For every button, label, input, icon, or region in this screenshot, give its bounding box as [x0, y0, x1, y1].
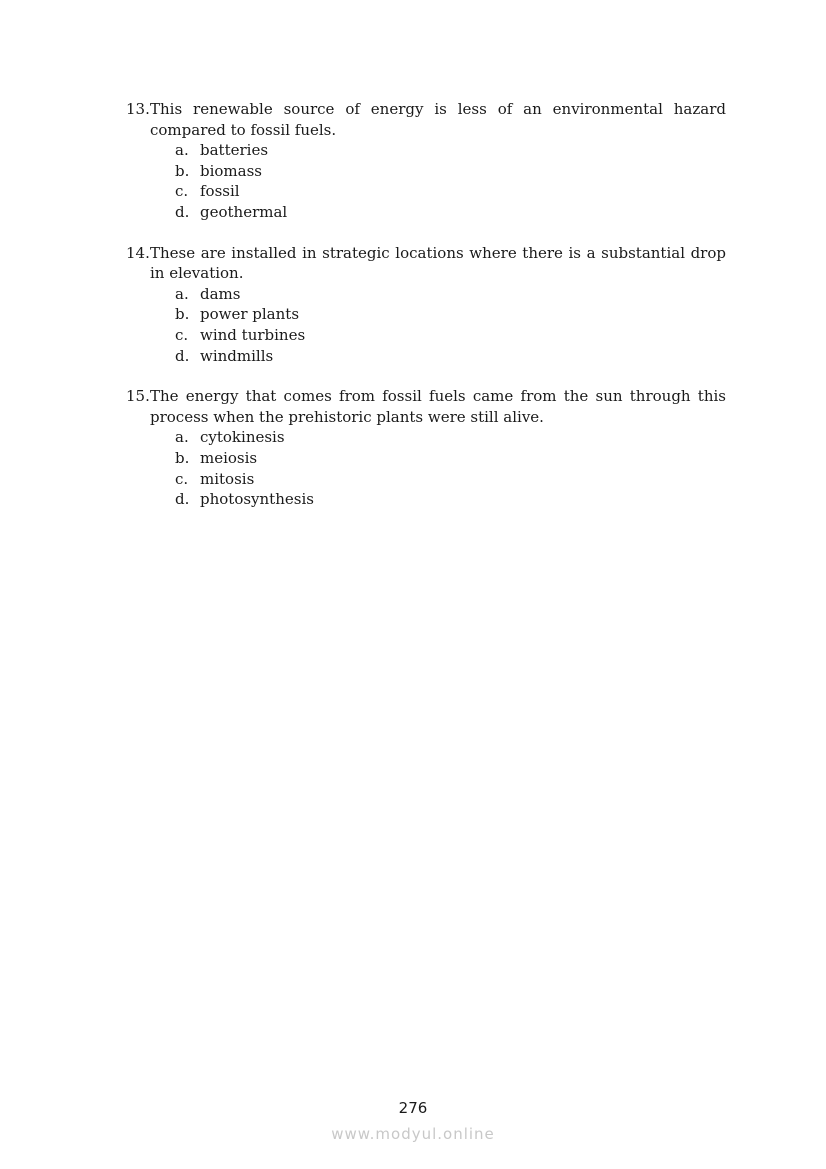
question-number: 13. [126, 100, 150, 118]
choice-item [175, 448, 726, 469]
choice-item [175, 427, 726, 448]
choice-item [175, 161, 726, 182]
choice-text: photosynthesis [200, 490, 314, 509]
choice-letter: b. [175, 305, 190, 324]
question-stem [126, 386, 726, 427]
question-number: 14. [126, 243, 150, 262]
choice-list [126, 284, 726, 366]
choice-letter: d. [175, 346, 190, 365]
choice-item [175, 181, 726, 202]
choice-item [175, 284, 726, 305]
choice-item [175, 140, 726, 161]
choice-item [175, 489, 726, 510]
page-number: 276 [398, 1099, 428, 1117]
choice-text: windmills [200, 346, 274, 365]
choice-text: batteries [200, 141, 269, 160]
question-text: The energy that comes from fossil fuels came from the sun through this process when the prehistoric plants were still alive. [150, 387, 726, 426]
choice-letter: a. [175, 428, 189, 447]
choice-text: wind turbines [200, 325, 306, 344]
choice-text: cytokinesis [200, 428, 285, 447]
question-number: 15. [126, 387, 150, 406]
choice-letter: c. [175, 469, 189, 488]
question-text: This renewable source of energy is less of an environmental hazard compared to fossil fuels. [150, 100, 726, 139]
choice-text: fossil [200, 182, 240, 201]
choice-text: meiosis [200, 448, 258, 467]
choice-list [126, 427, 726, 509]
choice-text: biomass [200, 161, 262, 180]
choice-letter: c. [175, 182, 189, 201]
choice-text: power plants [200, 305, 300, 324]
choice-letter: c. [175, 325, 189, 344]
choice-letter: b. [175, 448, 190, 467]
choice-letter: a. [175, 284, 189, 303]
question-text: These are installed in strategic locations where there is a substantial drop in elevation. [150, 243, 726, 283]
question-13 [126, 99, 726, 223]
choice-letter: a. [175, 141, 189, 160]
choice-item [175, 325, 726, 346]
choice-text: mitosis [200, 469, 255, 488]
question-14 [126, 243, 726, 367]
choice-item [175, 304, 726, 325]
watermark-url: www.modyul.online [331, 1125, 495, 1143]
choice-letter: b. [175, 161, 190, 180]
question-stem [126, 99, 726, 140]
question-stem [126, 243, 726, 284]
choice-letter: d. [175, 202, 190, 221]
choice-text: dams [200, 284, 241, 303]
question-list [126, 99, 726, 530]
choice-item [175, 202, 726, 223]
choice-list [126, 140, 726, 222]
question-15 [126, 386, 726, 510]
choice-text: geothermal [200, 202, 288, 221]
choice-item [175, 469, 726, 490]
choice-item [175, 346, 726, 367]
choice-letter: d. [175, 490, 190, 509]
